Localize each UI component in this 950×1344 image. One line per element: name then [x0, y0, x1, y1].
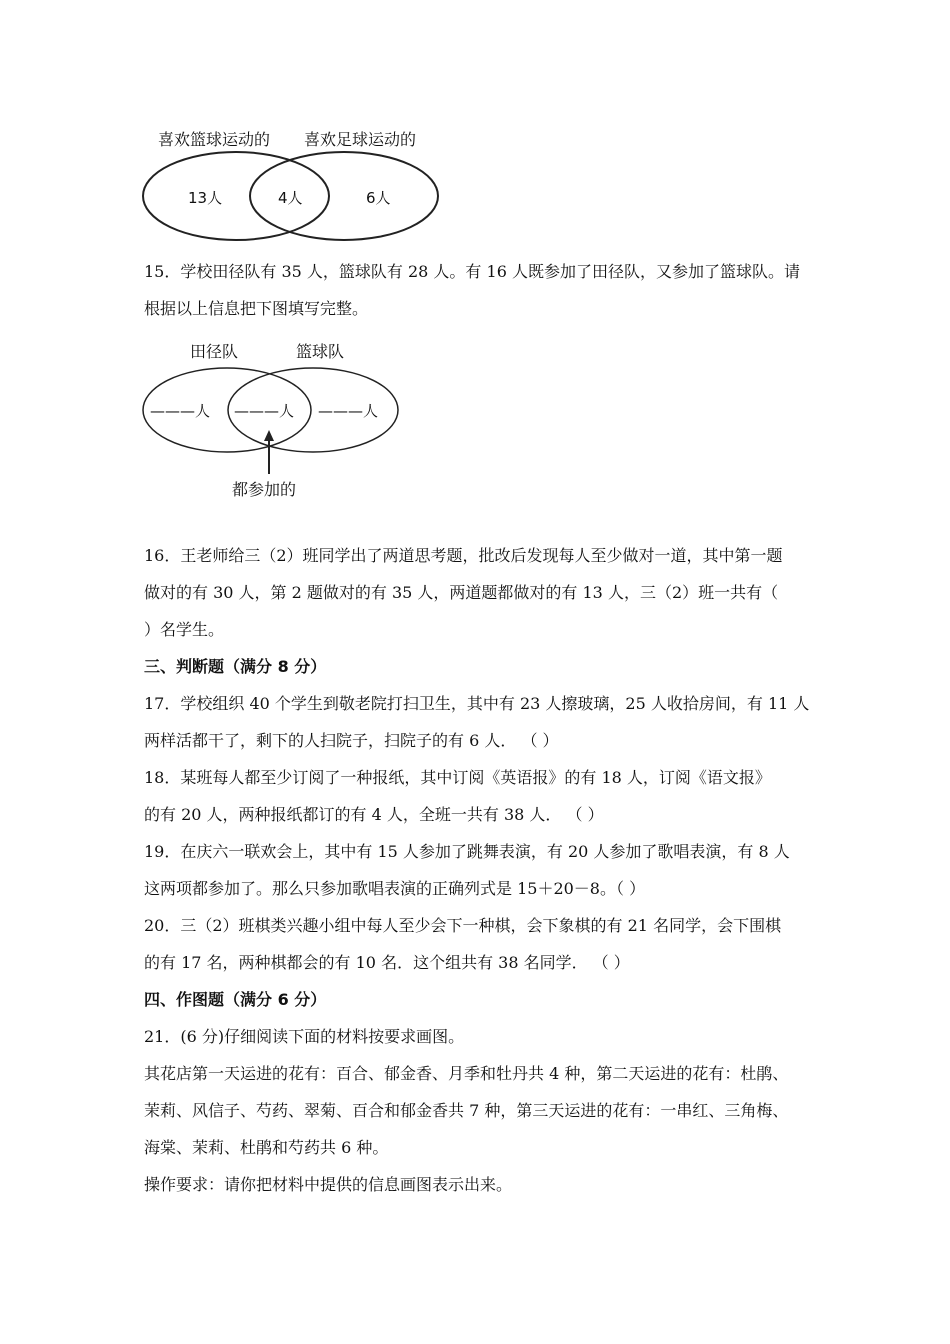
arrow-head-icon — [264, 430, 274, 441]
venn1-right-only: 6人 — [366, 189, 391, 207]
venn2-blank-mid: ———人 — [234, 402, 295, 420]
venn2-blank-right: ———人 — [318, 402, 379, 420]
q21-line5: 操作要求：请你把材料中提供的信息画图表示出来。 — [144, 1175, 513, 1194]
venn-diagram-sports — [0, 110, 950, 370]
q21-line4: 海棠、茉莉、杜鹃和芍药共 6 种。 — [144, 1138, 389, 1157]
section-4-title: 四、作图题（满分 6 分） — [144, 990, 327, 1009]
venn1-left-only: 13人 — [188, 189, 223, 207]
q20-line2: 的有 17 名，两种棋都会的有 10 名．这个组共有 38 名同学． （ ） — [144, 953, 630, 972]
venn1-label-left: 喜欢篮球运动的 — [158, 130, 271, 149]
q16-line3: ）名学生。 — [144, 620, 225, 639]
q17-line2: 两样活都干了，剩下的人扫院子，扫院子的有 6 人． （ ） — [144, 731, 559, 750]
venn1-both: 4人 — [278, 189, 303, 207]
q15-line1: 15．学校田径队有 35 人，篮球队有 28 人。有 16 人既参加了田径队，又参加了篮球队。请 — [144, 262, 800, 281]
q18-line2: 的有 20 人，两种报纸都订的有 4 人，全班一共有 38 人． （ ） — [144, 805, 604, 824]
q19-line2: 这两项都参加了。那么只参加歌唱表演的正确列式是 15＋20－8。（ ） — [144, 879, 646, 898]
venn2-label-left: 田径队 — [190, 342, 239, 361]
venn1-label-right: 喜欢足球运动的 — [304, 130, 417, 149]
venn-diagram-teams — [0, 335, 950, 510]
q20-line1: 20．三（2）班棋类兴趣小组中每人至少会下一种棋，会下象棋的有 21 名同学，会下围棋 — [144, 916, 782, 935]
venn2-label-right: 篮球队 — [296, 342, 345, 361]
section-3-title: 三、判断题（满分 8 分） — [144, 657, 327, 676]
q15-line2: 根据以上信息把下图填写完整。 — [144, 299, 369, 318]
q16-line1: 16．王老师给三（2）班同学出了两道思考题，批改后发现每人至少做对一道，其中第一题 — [144, 546, 783, 565]
q17-line1: 17．学校组织 40 个学生到敬老院打扫卫生，其中有 23 人擦玻璃，25 人收拾房间，有 11 人 — [144, 694, 810, 713]
q21-line2: 其花店第一天运进的花有：百合、郁金香、月季和牡丹共 4 种，第二天运进的花有：杜鹃、 — [144, 1064, 789, 1083]
q16-line2: 做对的有 30 人，第 2 题做对的有 35 人，两道题都做对的有 13 人，三（2）班一共有（ — [144, 583, 779, 602]
q21-line3: 茉莉、风信子、芍药、翠菊、百合和郁金香共 7 种，第三天运进的花有：一串红、三角梅、 — [144, 1101, 789, 1120]
q21-line1: 21．(6 分)仔细阅读下面的材料按要求画图。 — [144, 1027, 465, 1046]
q19-line1: 19．在庆六一联欢会上，其中有 15 人参加了跳舞表演，有 20 人参加了歌唱表演，有 8 人 — [144, 842, 790, 861]
q18-line1: 18．某班每人都至少订阅了一种报纸，其中订阅《英语报》的有 18 人，订阅《语文报》 — [144, 768, 771, 787]
venn2-blank-left: ———人 — [150, 402, 211, 420]
venn2-arrow-label: 都参加的 — [232, 480, 297, 499]
